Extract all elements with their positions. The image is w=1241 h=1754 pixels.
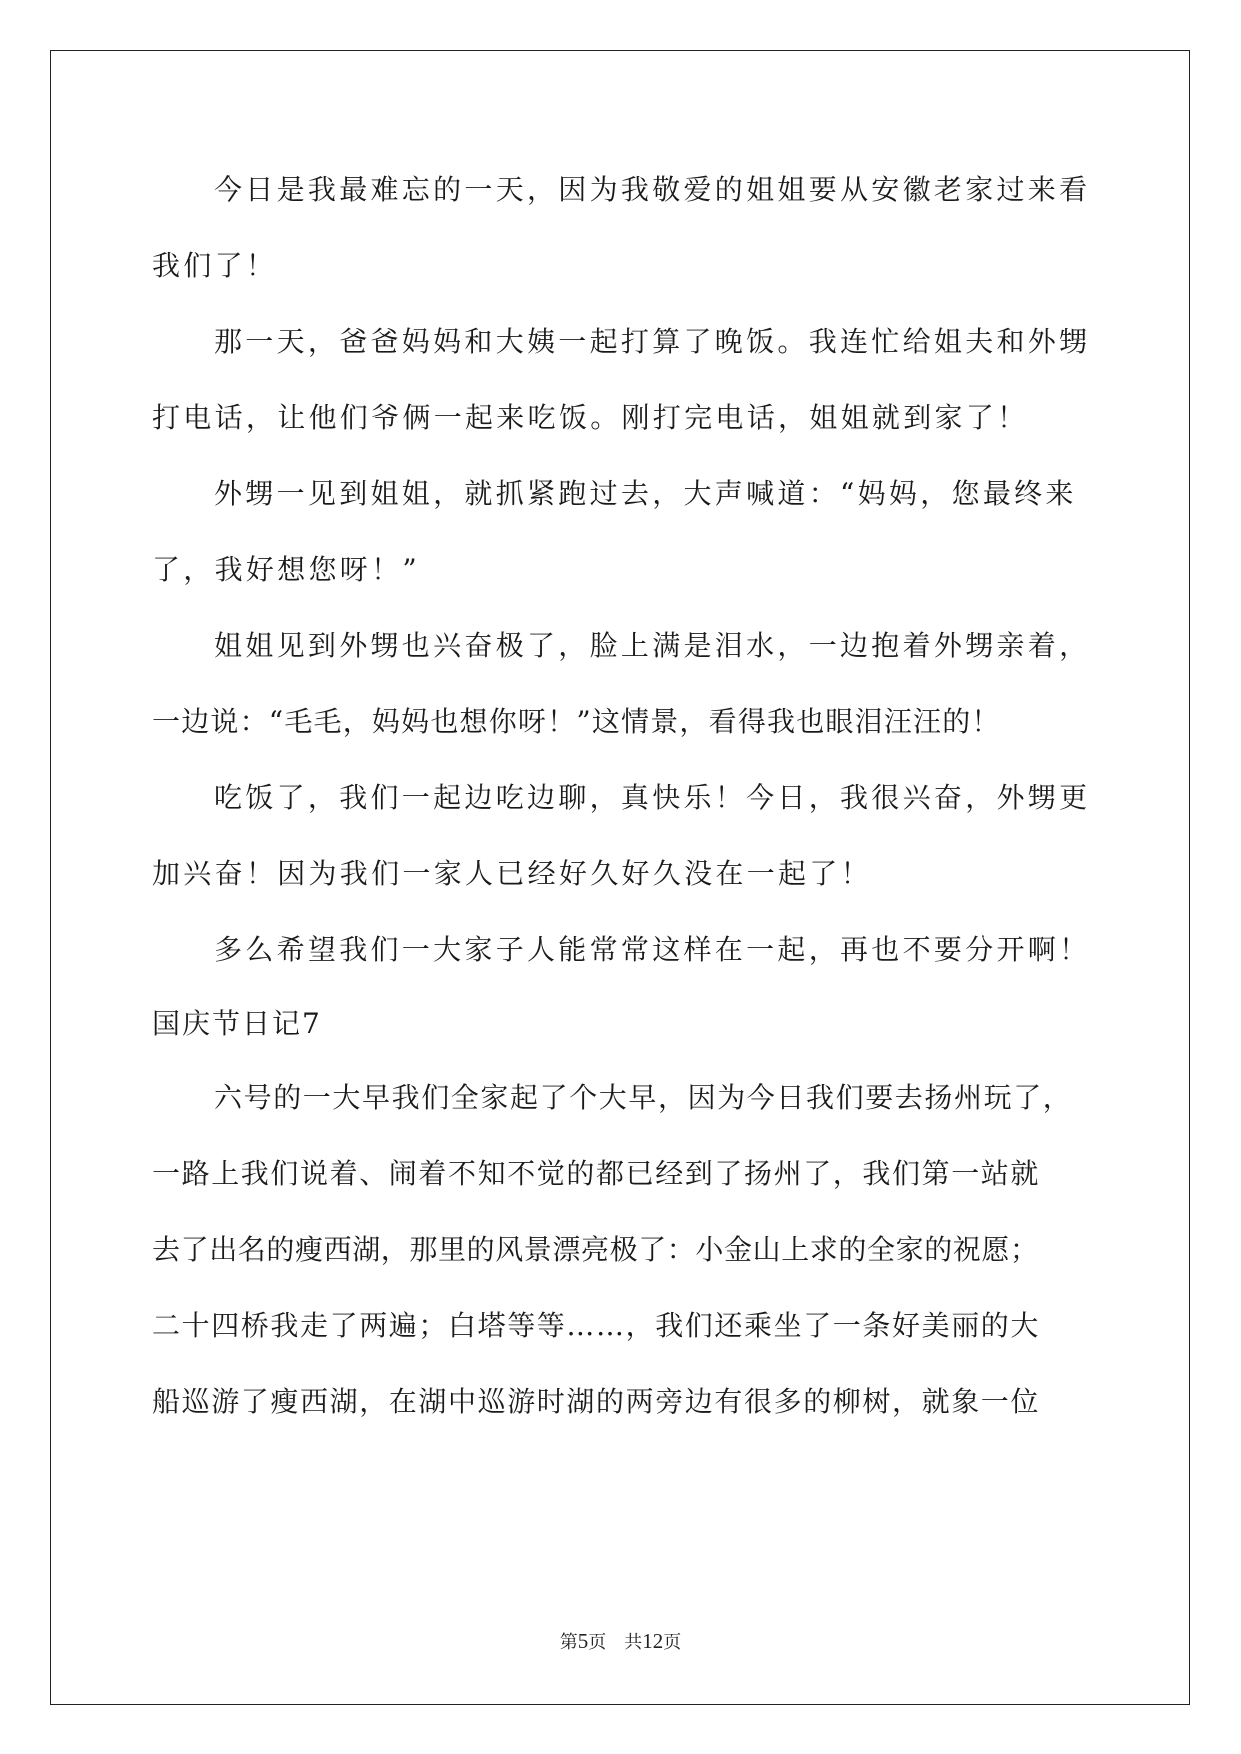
paragraph-line: 了，我好想您呀！”: [152, 553, 421, 586]
total-prefix: 共: [624, 1632, 643, 1653]
paragraph-line: 吃饭了，我们一起边吃边聊，真快乐！今日，我很兴奋，外甥更: [214, 781, 1091, 814]
page-suffix: 页: [588, 1632, 607, 1653]
paragraph-line: 外甥一见到姐姐，就抓紧跑过去，大声喊道：“妈妈，您最终来: [214, 477, 1077, 510]
page-prefix: 第: [559, 1632, 578, 1653]
paragraph-line: 我们了！: [152, 249, 278, 282]
paragraph-line: 今日是我最难忘的一天，因为我敬爱的姐姐要从安徽老家过来看: [214, 173, 1091, 206]
section-heading: 国庆节日记7: [152, 1007, 322, 1040]
paragraph-line: 二十四桥我走了两遍；白塔等等……，我们还乘坐了一条好美丽的大: [152, 1309, 1041, 1342]
total-pages: 12: [642, 1629, 664, 1653]
paragraph-line: 一路上我们说着、闹着不知不觉的都已经到了扬州了，我们第一站就: [152, 1157, 1041, 1190]
paragraph-line: 姐姐见到外甥也兴奋极了，脸上满是泪水，一边抱着外甥亲着，: [214, 629, 1091, 662]
total-suffix: 页: [663, 1632, 682, 1653]
paragraph-line: 加兴奋！因为我们一家人已经好久好久没在一起了！: [152, 857, 872, 890]
paragraph-line: 打电话，让他们爷俩一起来吃饭。刚打完电话，姐姐就到家了！: [152, 401, 1029, 434]
paragraph-line: 船巡游了瘦西湖，在湖中巡游时湖的两旁边有很多的柳树，就象一位: [152, 1385, 1041, 1418]
paragraph-line: 去了出名的瘦西湖，那里的风景漂亮极了：小金山上求的全家的祝愿；: [152, 1233, 1039, 1266]
page-number: 5: [577, 1629, 589, 1653]
paragraph-line: 一边说：“毛毛，妈妈也想你呀！”这情景，看得我也眼泪汪汪的！: [152, 705, 1001, 738]
document-body: [152, 152, 1092, 1440]
page-footer: [0, 1628, 1241, 1654]
paragraph-line: 多么希望我们一大家子人能常常这样在一起，再也不要分开啊！: [214, 933, 1091, 966]
paragraph-line: 六号的一大早我们全家起了个大早，因为今日我们要去扬州玩了，: [214, 1081, 1073, 1114]
paragraph-line: 那一天，爸爸妈妈和大姨一起打算了晚饭。我连忙给姐夫和外甥: [214, 325, 1091, 358]
